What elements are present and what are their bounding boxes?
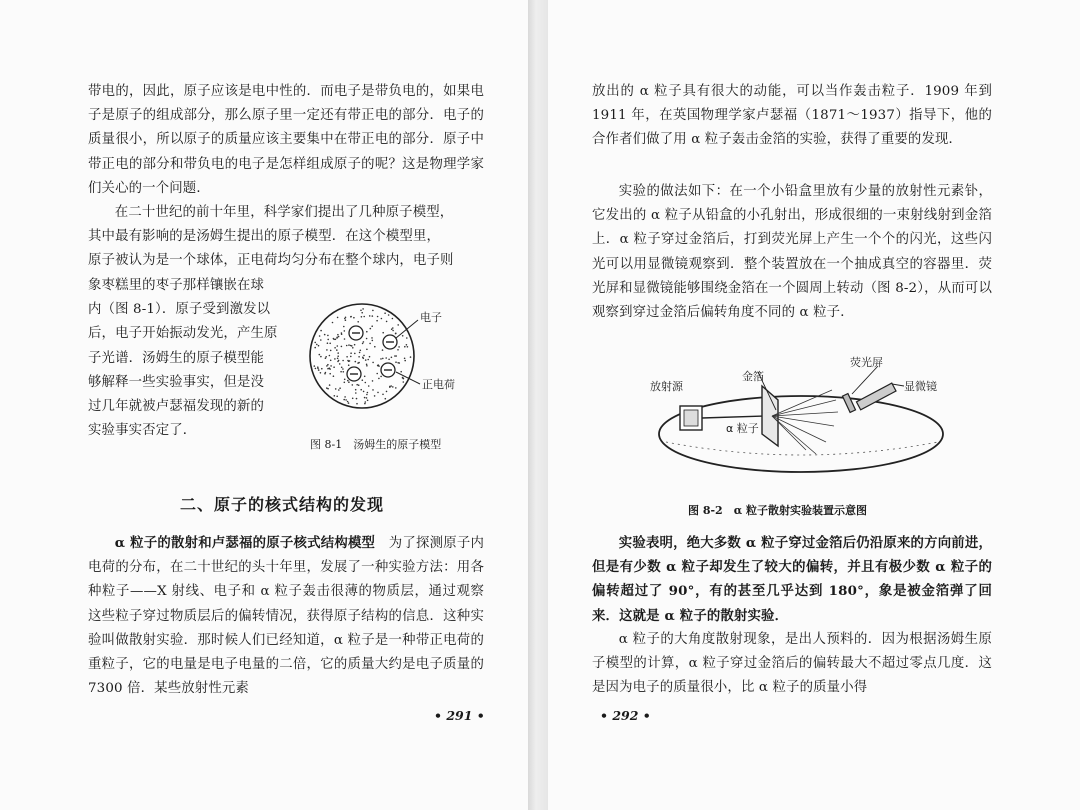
- thomson-atom-diagram: [300, 290, 480, 450]
- right-paragraph-4: α 粒子的大角度散射现象，是出人预料的．因为根据汤姆生原子模型的计算，α 粒子穿过金箔后的偏转最大不超过零点几度．这是因为电子的质量很小，比 α 粒子的质量小得: [592, 632, 992, 696]
- label-fluorescent-screen: 荧光屏: [850, 356, 883, 369]
- label-alpha-particle: α 粒子: [726, 422, 759, 435]
- wrap-line: 子光谱．汤姆生的原子模型能: [88, 350, 265, 366]
- left-page: [0, 0, 528, 810]
- figure-8-1-caption: 图 8-1 汤姆生的原子模型: [310, 438, 442, 451]
- atom-sphere: [310, 304, 414, 408]
- wrap-line: 内（图 8-1）．原子受到激发以: [88, 302, 271, 318]
- right-para-3-block: [592, 531, 992, 628]
- wrap-line: 后，电子开始振动发光，产生原: [88, 326, 278, 342]
- left-para-3-block: [88, 531, 484, 701]
- scattering-apparatus-diagram: [646, 350, 946, 485]
- subsection-title: α 粒子的散射和卢瑟福的原子核式结构模型: [114, 535, 376, 551]
- left-para-1-block: [88, 80, 484, 201]
- wrap-line: 过几年就被卢瑟福发现的新的: [88, 399, 265, 415]
- left-paragraph-3-text: 为了探测原子内电荷的分布，在二十世纪的头十年里，发展了一种实验方法：用各种粒子——X 射线、电子和 α 粒子轰击很薄的物质层，通过观察这些粒子穿过物质层后的偏转情况，获得原子结构的信息．这种实验叫做散射实验．那时候人们已经知道，α 粒子是一种带正电荷的重粒子，它的电量是电子电量的二倍，它的质量大约是电子质量的 7300 倍．某些放射性元素: [88, 536, 485, 697]
- page-number-left: • 291 •: [434, 708, 485, 723]
- section-heading: 二、原子的核式结构的发现: [180, 495, 385, 514]
- left-paragraph-3: [88, 531, 484, 701]
- right-para-1-block: [592, 80, 992, 153]
- electron: [383, 335, 397, 349]
- electron: [381, 363, 395, 377]
- right-para-2-block: [592, 180, 992, 325]
- right-paragraph-3: 实验表明，绝大多数 α 粒子穿过金箔后仍沿原来的方向前进，但是有少数 α 粒子却发生了较大的偏转，并且有极少数 α 粒子的偏转超过了 90°，有的甚至几乎达到 180°，象是被金箔弹了回来．这就是 α 粒子的散射实验．: [592, 535, 992, 624]
- right-para-4-block: [592, 628, 992, 701]
- figure-8-2: [646, 350, 946, 485]
- label-gold-foil: 金箔: [742, 370, 764, 383]
- left-para-2-wrap-block: [88, 274, 288, 443]
- figure-8-1: [300, 290, 480, 450]
- book-gutter: [528, 0, 548, 810]
- page-number-right: • 292 •: [600, 708, 651, 723]
- electron: [347, 367, 361, 381]
- wrap-line: 实验事实否定了．: [88, 423, 197, 439]
- label-radioactive-source: 放射源: [650, 380, 683, 393]
- left-paragraph-2-line-1: 在二十世纪的前十年里，科学家们提出了几种原子模型，: [114, 205, 454, 220]
- wrap-line: 够解释一些实验事实，但是没: [88, 374, 265, 390]
- positive-charge-label: 正电荷: [422, 378, 455, 391]
- left-paragraph-2-line-2: 其中最有影响的是汤姆生提出的原子模型．在这个模型里，: [88, 229, 441, 245]
- figure-8-2-caption: 图 8-2 α 粒子散射实验装置示意图: [688, 504, 867, 517]
- electron-label: 电子: [420, 311, 442, 324]
- label-microscope: 显微镜: [904, 380, 937, 393]
- electron: [349, 326, 363, 340]
- left-para-2-block: [88, 201, 484, 274]
- right-paragraph-2: 实验的做法如下：在一个小铅盒里放有少量的放射性元素钋，它发出的 α 粒子从铅盒的小孔射出，形成很细的一束射线射到金箔上．α 粒子穿过金箔后，打到荧光屏上产生一个个的闪光，这些闪光可以用显微镜观察到．整个装置放在一个抽成真空的容器里．荧光屏和显微镜能够围绕金箔在一个圆周上转动（图 8-2），从而可以观察到穿过金箔后偏转角度不同的 α 粒子．: [592, 184, 992, 321]
- wrap-line: 象枣糕里的枣子那样镶嵌在球: [88, 278, 265, 293]
- right-paragraph-1: 放出的 α 粒子具有很大的动能，可以当作轰击粒子．1909 年到 1911 年，在英国物理学家卢瑟福（1871～1937）指导下，他的合作者们做了用 α 粒子轰击金箔的实验，获得了重要的发现．: [592, 84, 992, 148]
- right-page: [548, 0, 1080, 810]
- left-paragraph-1: 带电的，因此，原子应该是电中性的．而电子是带负电的，如果电子是原子的组成部分，那么原子里一定还有带正电的部分．电子的质量很小，所以原子的质量应该主要集中在带正电的部分．原子中带正电的部分和带负电的电子是怎样组成原子的呢？这是物理学家们关心的一个问题．: [88, 84, 484, 196]
- left-paragraph-2-line-3: 原子被认为是一个球体，正电荷均匀分布在整个球内，电子则: [88, 253, 454, 269]
